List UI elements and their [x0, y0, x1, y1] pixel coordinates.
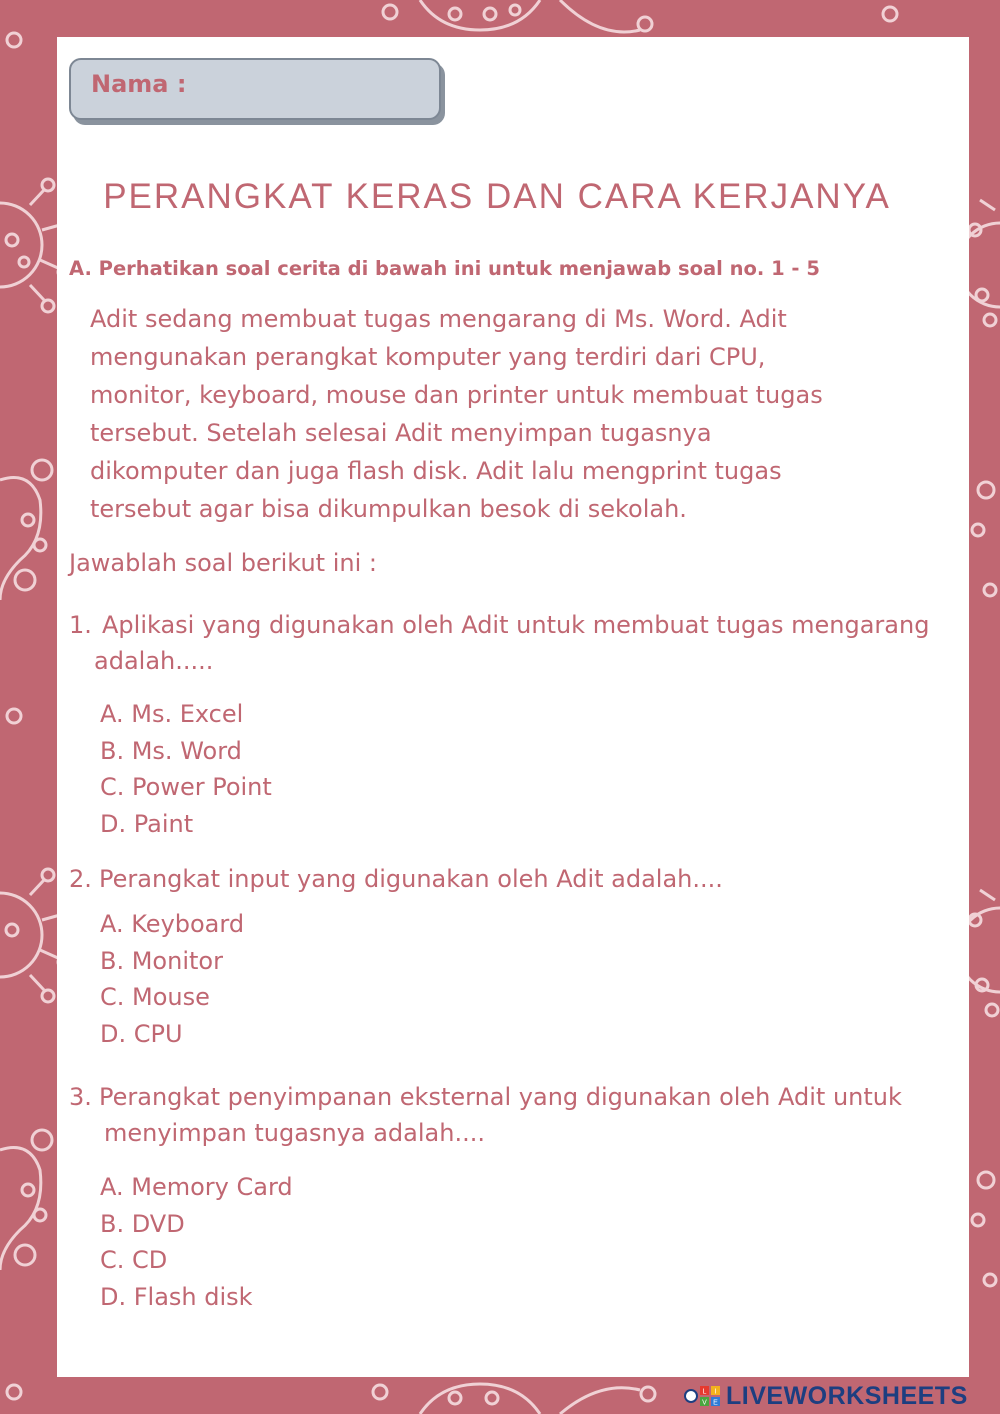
instruction-text: Jawablah soal berikut ini :: [69, 549, 377, 577]
story-line: monitor, keyboard, mouse dan printer untuk membuat tugas: [90, 381, 823, 409]
section-heading: A. Perhatikan soal cerita di bawah ini untuk menjawab soal no. 1 - 5: [69, 257, 820, 280]
story-line: Adit sedang membuat tugas mengarang di Ms. Word. Adit: [90, 305, 787, 333]
liveworksheets-brand-text: LIVEWORKSHEETS: [726, 1381, 968, 1410]
option-b[interactable]: B. DVD: [100, 1209, 185, 1238]
icon-letter: L: [702, 1388, 707, 1396]
option-c[interactable]: C. CD: [100, 1246, 168, 1275]
question-number: 2.: [69, 865, 92, 893]
option-b[interactable]: B. Ms. Word: [100, 736, 242, 765]
option-a[interactable]: A. Keyboard: [100, 910, 245, 938]
question-text-continued: menyimpan tugasnya adalah....: [104, 1119, 485, 1147]
story-line: tersebut. Setelah selesai Adit menyimpan tugasnya: [90, 419, 712, 447]
story-line: dikomputer dan juga flash disk. Adit lalu mengprint tugas: [90, 457, 782, 485]
icon-letter: I: [714, 1388, 717, 1396]
icon-letter: V: [702, 1399, 707, 1407]
story-line: mengunakan perangkat komputer yang terdiri dari CPU,: [90, 343, 766, 371]
story-line: tersebut agar bisa dikumpulkan besok di sekolah.: [90, 495, 687, 523]
liveworksheets-logo: [684, 1381, 994, 1411]
question-text: Perangkat penyimpanan eksternal yang digunakan oleh Adit untuk: [99, 1083, 902, 1111]
question-1: [69, 607, 959, 687]
question-number: 1.: [69, 611, 92, 639]
option-a[interactable]: A. Ms. Excel: [100, 700, 244, 728]
option-d[interactable]: D. CPU: [100, 1020, 183, 1049]
question-text: Aplikasi yang digunakan oleh Adit untuk membuat tugas mengarang: [102, 611, 930, 639]
option-b[interactable]: B. Monitor: [100, 946, 223, 975]
option-d[interactable]: D. Paint: [100, 810, 194, 839]
left-virus-2: [0, 460, 52, 600]
question-number: 3.: [69, 1083, 92, 1111]
question-3-options: [100, 1169, 293, 1316]
option-c[interactable]: C. Mouse: [100, 983, 210, 1012]
question-text-continued: adalah.....: [94, 647, 214, 675]
story-paragraph: [90, 300, 920, 528]
name-field[interactable]: [69, 58, 441, 120]
page-title: PERANGKAT KERAS DAN CARA KERJANYA: [103, 177, 891, 216]
question-2-options: [100, 906, 244, 1053]
question-3: [69, 1079, 959, 1159]
question-text: Perangkat input yang digunakan oleh Adit adalah....: [99, 865, 723, 893]
option-c[interactable]: C. Power Point: [100, 773, 272, 802]
name-label: Nama :: [91, 70, 187, 98]
question-1-options: [100, 696, 272, 843]
worksheet-page: [57, 37, 969, 1377]
left-virus-4: [0, 1130, 52, 1270]
option-a[interactable]: A. Memory Card: [100, 1173, 293, 1201]
option-d[interactable]: D. Flash disk: [100, 1283, 253, 1312]
icon-letter: E: [713, 1399, 718, 1407]
liveworksheets-icon: [684, 1385, 722, 1407]
question-2: [69, 861, 959, 901]
